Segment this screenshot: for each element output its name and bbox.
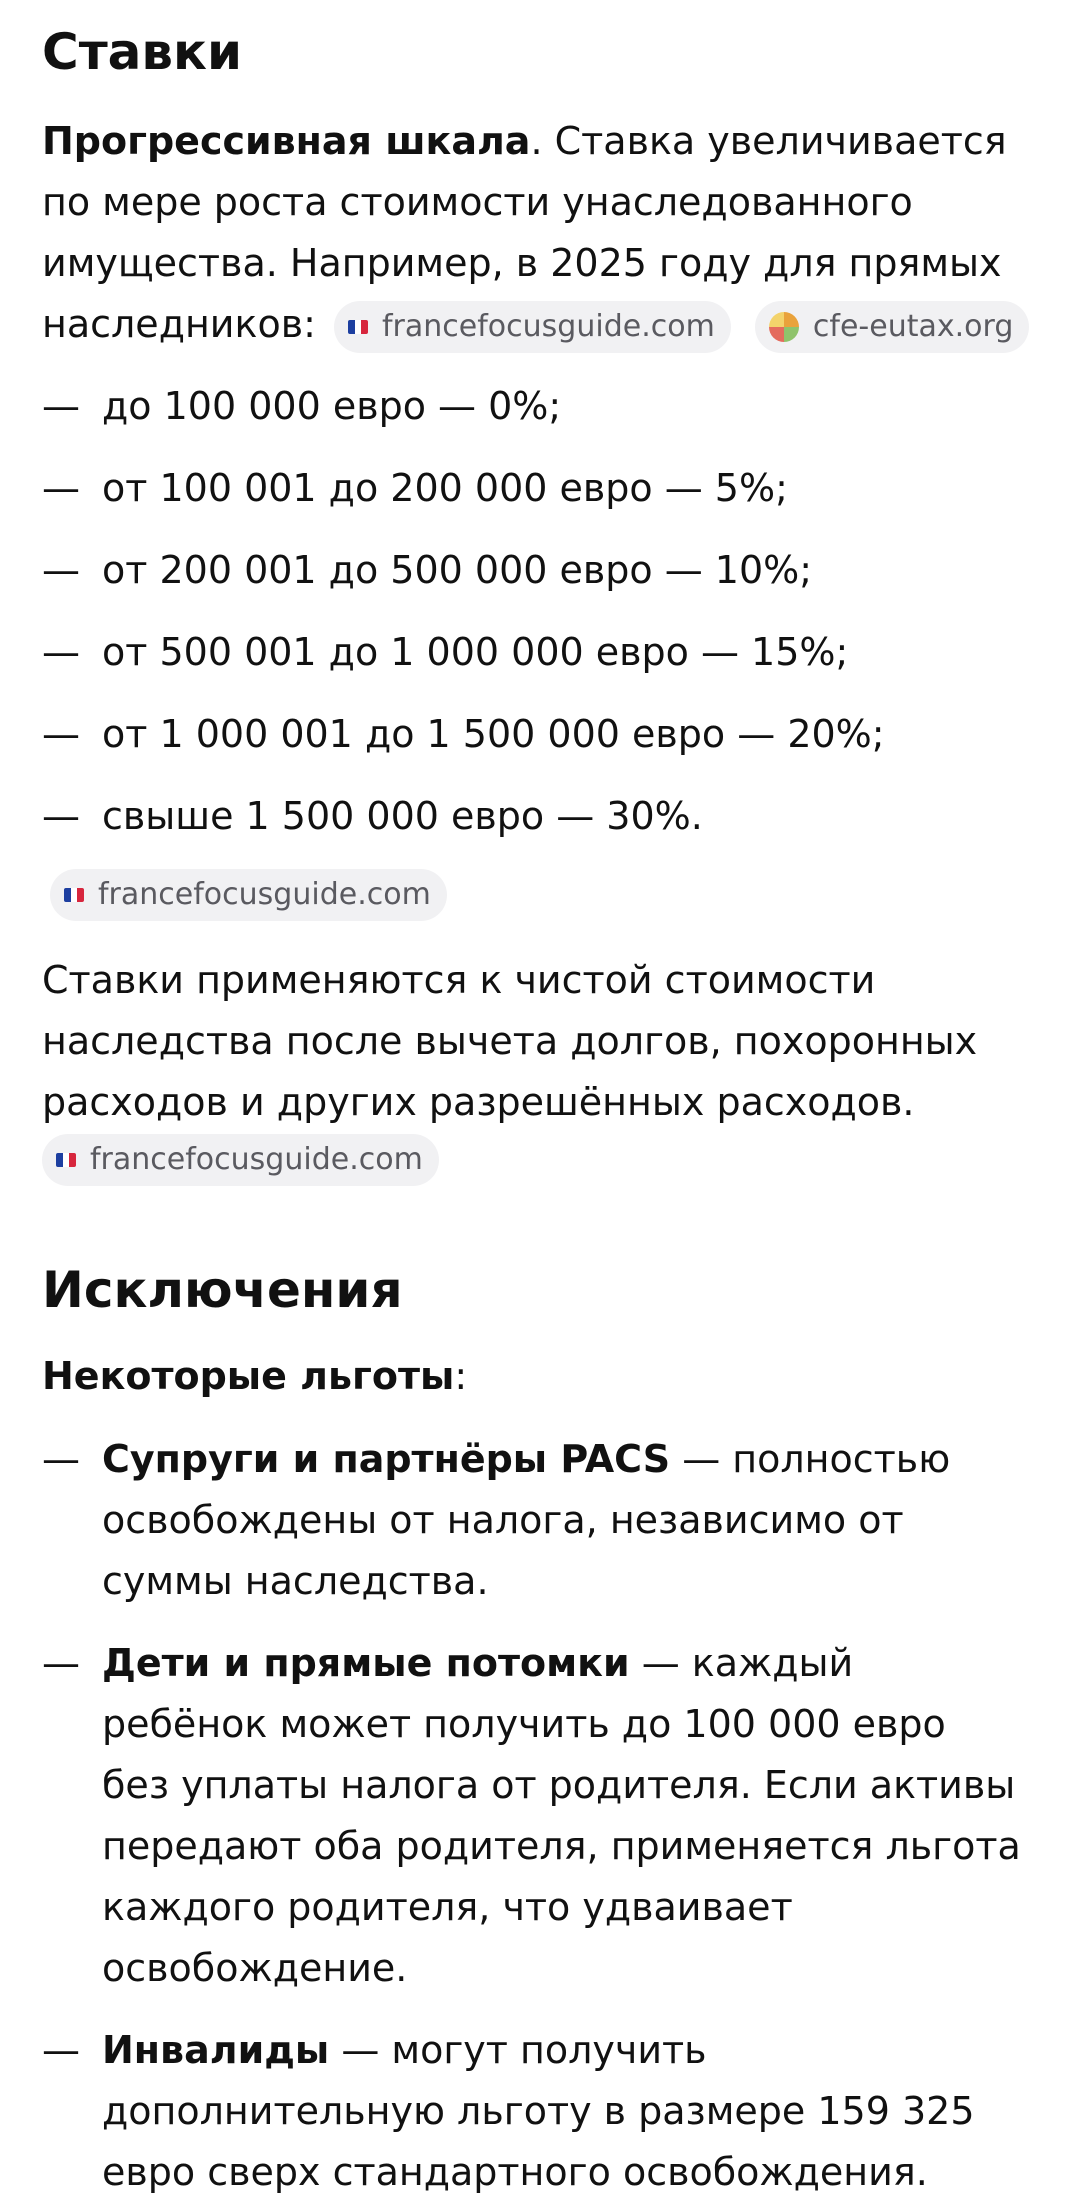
exception-title: Дети и прямые потомки	[102, 1641, 630, 1685]
exceptions-list	[42, 1429, 1022, 2203]
exception-text: — могут получить дополнительную льготу в размере 159 325 евро сверх стандартного освобождения.	[102, 2028, 975, 2194]
exception-title: Супруги и партнёры PACS	[102, 1437, 671, 1481]
section-heading-rates: Ставки	[42, 23, 243, 81]
source-chip-label: cfe-eutax.org	[812, 308, 1014, 344]
rates-intro-paragraph	[42, 111, 1038, 355]
exception-text: — каждый ребёнок может получить до 100 000 евро без уплаты налога от родителя. Если активы передают оба родителя, применяется льгота каждого родителя, что удваивает освобождение.	[102, 1641, 1021, 1990]
rates-intro-bold: Прогрессивная шкала	[42, 119, 531, 163]
france-flag-icon	[348, 320, 368, 334]
exceptions-intro-colon: :	[454, 1354, 468, 1398]
list-item: — от 500 001 до 1 000 000 евро — 15%;	[42, 622, 1038, 683]
list-item	[42, 1429, 1022, 1612]
exceptions-intro	[42, 1346, 467, 1407]
france-flag-icon	[64, 888, 84, 902]
cfe-eutax-logo-icon	[769, 312, 799, 342]
list-item: — от 100 001 до 200 000 евро — 5%;	[42, 458, 1038, 519]
list-item: — до 100 000 евро — 0%;	[42, 376, 1038, 437]
exception-text: — полностью освобождены от налога, независимо от суммы наследства.	[102, 1437, 951, 1603]
list-item	[42, 2020, 1022, 2203]
source-chip[interactable]	[50, 869, 447, 921]
source-chip-label: francefocusguide.com	[90, 1142, 423, 1177]
source-chip[interactable]	[42, 1134, 439, 1186]
rates-note-paragraph: Ставки применяются к чистой стоимости наследства после вычета долгов, похоронных расходов и других разрешённых расходов.	[42, 958, 978, 1124]
source-chip[interactable]	[334, 301, 731, 353]
section-heading-exceptions: Исключения	[42, 1261, 403, 1319]
source-chip-label: francefocusguide.com	[98, 877, 431, 912]
exceptions-intro-bold: Некоторые льготы	[42, 1354, 455, 1398]
list-item: — от 200 001 до 500 000 евро — 10%;	[42, 540, 1038, 601]
list-item	[42, 1633, 1022, 1999]
list-item: — свыше 1 500 000 евро — 30%.	[42, 786, 1038, 847]
exception-title: Инвалиды	[102, 2028, 330, 2072]
france-flag-icon	[56, 1153, 76, 1167]
rates-bracket-list	[42, 376, 1038, 847]
list-item: — от 1 000 001 до 1 500 000 евро — 20%;	[42, 704, 1038, 765]
rates-intro-text: . Ставка увеличивается по мере роста стоимости унаследованного имущества. Например, в 2025 году для прямых наследников:	[42, 119, 1007, 346]
source-chip[interactable]	[755, 301, 1029, 353]
source-chip-label: francefocusguide.com	[382, 308, 715, 344]
